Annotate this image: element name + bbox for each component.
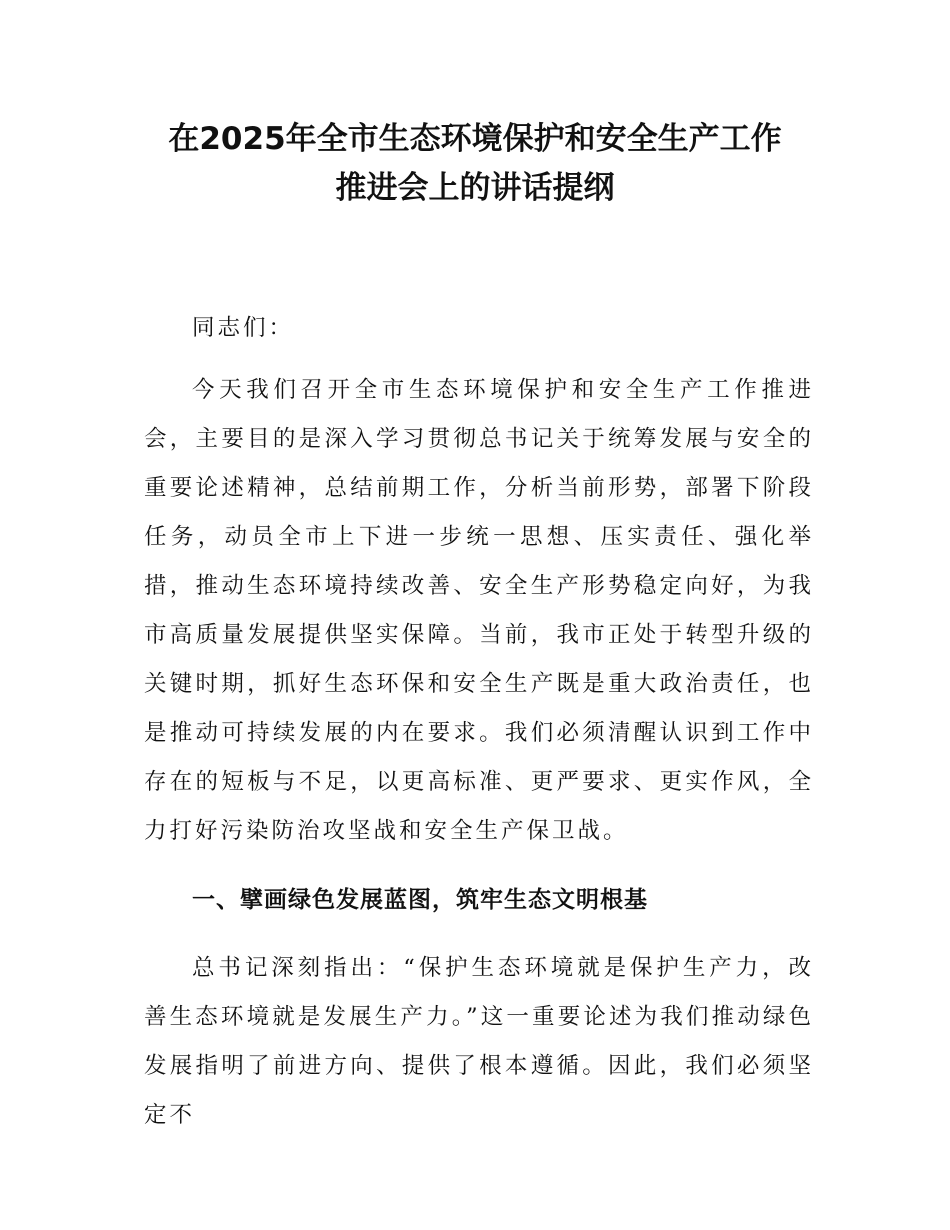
greeting: 同志们： [192, 315, 295, 341]
paragraph-intro: 今天我们召开全市生态环境保护和安全生产工作推进会，主要目的是深入学习贯彻总书记关于统筹发展与安全的重要论述精神，总结前期工作，分析当前形势，部署下阶段任务，动员全市上下进一步统一思想、压实责任、强化举措，推动生态环境持续改善、安全生产形势稳定向好，为我市高质量发展提供坚实保障。当前，我市正处于转型升级的关键时期，抓好生态环保和安全生产既是重大政治责任，也是推动可持续发展的内在要求。我们必须清醒认识到工作中存在的短板与不足，以更高标准、更严要求、更实作风，全力打好污染防治攻坚战和安全生产保卫战。 [144, 377, 814, 844]
section-heading-1: 一、擘画绿色发展蓝图，筑牢生态文明根基 [192, 887, 648, 913]
document-title-line-2: 推进会上的讲话提纲 [335, 170, 615, 206]
document-title-line-1: 在2025年全市生态环境保护和安全生产工作 [168, 121, 782, 157]
paragraph-section-1: 总书记深刻指出：“保护生态环境就是保护生产力，改善生态环境就是发展生产力。”这一重要论述为我们推动绿色发展指明了前进方向、提供了根本遵循。因此，我们必须坚定不 [144, 955, 814, 1128]
